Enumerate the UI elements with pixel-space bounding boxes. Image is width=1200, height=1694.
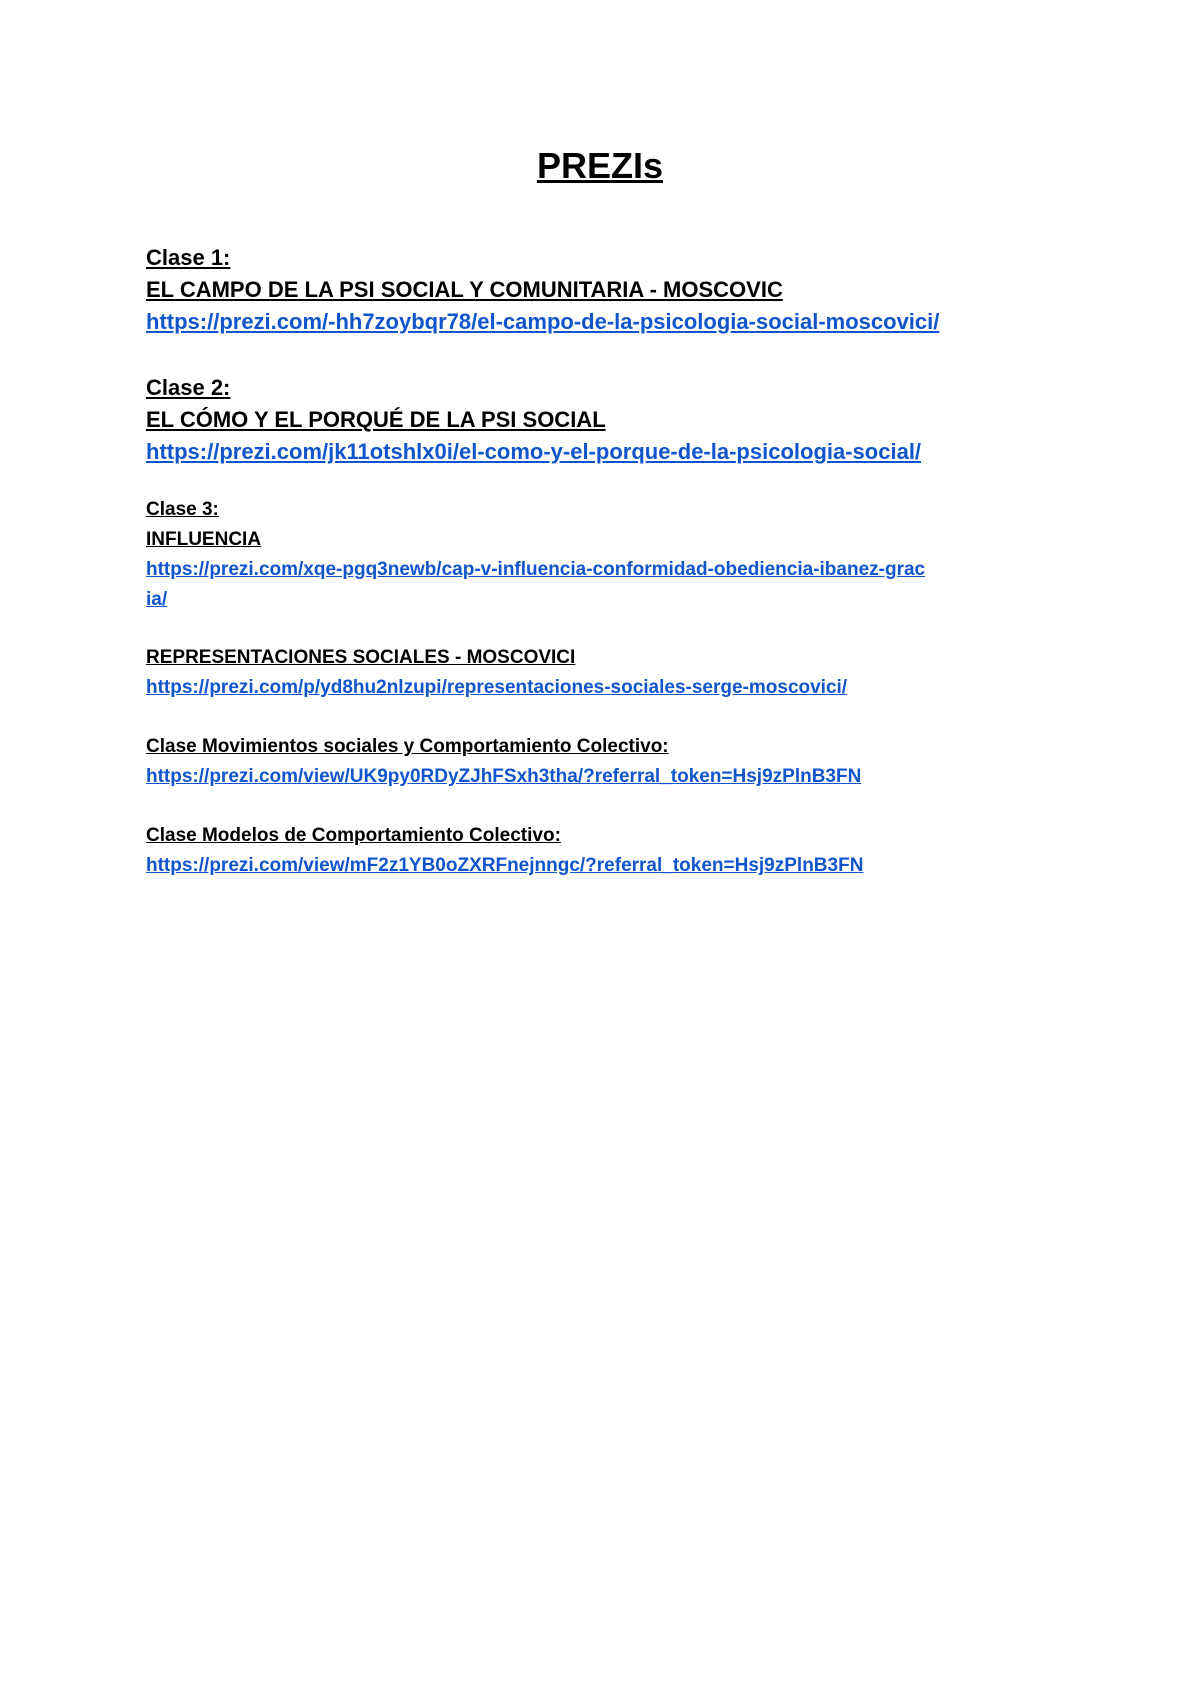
section-4-subtitle: REPRESENTACIONES SOCIALES - MOSCOVICI (146, 647, 576, 668)
section-3-link-line-2[interactable]: ia/ (146, 589, 168, 610)
section-3-link-line-1[interactable]: https://prezi.com/xqe-pgq3newb/cap-v-influencia-conformidad-obediencia-ibanez-grac (146, 559, 926, 580)
section-1-heading: Clase 1: (146, 245, 231, 270)
section-2-link[interactable]: https://prezi.com/jk11otshlx0i/el-como-y-el-porque-de-la-psicologia-social/ (146, 439, 922, 464)
section-1-subtitle: EL CAMPO DE LA PSI SOCIAL Y COMUNITARIA - MOSCOVIC (146, 277, 783, 302)
section-6-heading: Clase Modelos de Comportamiento Colectivo: (146, 825, 561, 846)
section-3-heading: Clase 3: (146, 499, 219, 520)
section-5-link[interactable]: https://prezi.com/view/UK9py0RDyZJhFSxh3tha/?referral_token=Hsj9zPlnB3FN (146, 766, 862, 787)
section-6-link[interactable]: https://prezi.com/view/mF2z1YB0oZXRFnejnngc/?referral_token=Hsj9zPlnB3FN (146, 855, 864, 876)
section-4-link[interactable]: https://prezi.com/p/yd8hu2nlzupi/representaciones-sociales-serge-moscovici/ (146, 677, 848, 698)
section-5-heading: Clase Movimientos sociales y Comportamiento Colectivo: (146, 736, 669, 757)
section-2-subtitle: EL CÓMO Y EL PORQUÉ DE LA PSI SOCIAL (146, 407, 606, 432)
section-3-subtitle: INFLUENCIA (146, 529, 262, 550)
page-title: PREZIs (536, 145, 664, 186)
section-1-link[interactable]: https://prezi.com/-hh7zoybqr78/el-campo-de-la-psicologia-social-moscovici/ (146, 309, 940, 334)
section-2-heading: Clase 2: (146, 375, 231, 400)
